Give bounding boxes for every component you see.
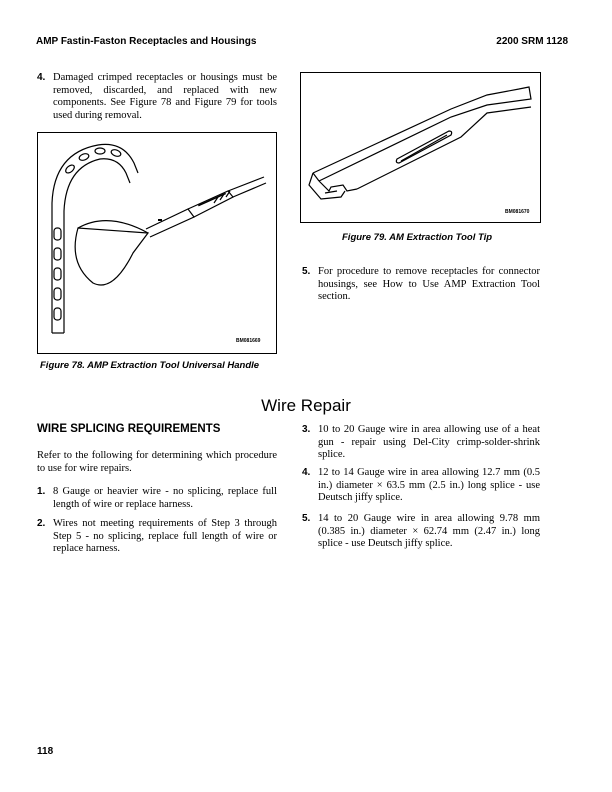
step-number: 1. xyxy=(37,486,46,497)
step-text: Wires not meeting requirements of Step 3 through Step 5 - no splicing, replace full length of wire or replace harness. xyxy=(53,518,277,555)
subsection-heading: WIRE SPLICING REQUIREMENTS xyxy=(37,423,221,435)
splice-step-4 xyxy=(302,467,540,505)
step-text: 12 to 14 Gauge wire in area allowing 12.7 mm (0.5 in.) diameter × 63.5 mm (2.5 in.) long splice - use Deutsch jiffy splice. xyxy=(318,467,540,504)
figure-79-caption: Figure 79. AM Extraction Tool Tip xyxy=(342,232,493,243)
step-text: 10 to 20 Gauge wire in area allowing use of a heat gun - repair using Del-City crimp-solder-shrink splice. xyxy=(318,424,540,461)
figure-79-image xyxy=(300,72,541,223)
figure-78-caption: Figure 78. AMP Extraction Tool Universal Handle xyxy=(40,360,260,371)
running-header-title: AMP Fastin-Faston Receptacles and Housings xyxy=(36,36,257,47)
running-header-doc-number: 2200 SRM 1128 xyxy=(496,36,568,47)
step-number: 4. xyxy=(37,72,46,83)
splice-step-3 xyxy=(302,424,540,462)
step-number: 5. xyxy=(302,513,311,524)
figure-78-code: BM081669 xyxy=(236,338,261,344)
page-number: 118 xyxy=(37,746,54,757)
splice-step-2 xyxy=(37,518,277,556)
step-4-removal xyxy=(37,72,277,122)
intro-paragraph: Refer to the following for determining which procedure to use for wire repairs. xyxy=(37,450,277,474)
step-number: 2. xyxy=(37,518,46,529)
extraction-handle-illustration xyxy=(38,133,276,353)
step-text: For procedure to remove receptacles for connector housings, see How to Use AMP Extraction Tool section. xyxy=(318,266,540,303)
step-text: Damaged crimped receptacles or housings must be removed, discarded, and replaced with new components. See Figure 78 and Figure 79 for tools used during removal. xyxy=(53,72,277,121)
step-text: 14 to 20 Gauge wire in area allowing 9.78 mm (0.385 in.) diameter × 62.74 mm (2.47 in.) long splice - use Deutsch jiffy splice. xyxy=(318,513,540,550)
step-number: 4. xyxy=(302,467,311,478)
section-title: Wire Repair xyxy=(261,396,351,415)
figure-79-code: BM081670 xyxy=(505,209,530,215)
splice-step-5 xyxy=(302,513,540,551)
splice-step-1 xyxy=(37,486,277,511)
figure-78-image xyxy=(37,132,277,354)
step-number: 3. xyxy=(302,424,311,435)
step-text: 8 Gauge or heavier wire - no splicing, replace full length of wire or replace harness. xyxy=(53,486,277,510)
step-5-procedure-reference xyxy=(302,266,540,304)
step-number: 5. xyxy=(302,266,311,277)
extraction-tool-tip-illustration xyxy=(301,73,540,222)
